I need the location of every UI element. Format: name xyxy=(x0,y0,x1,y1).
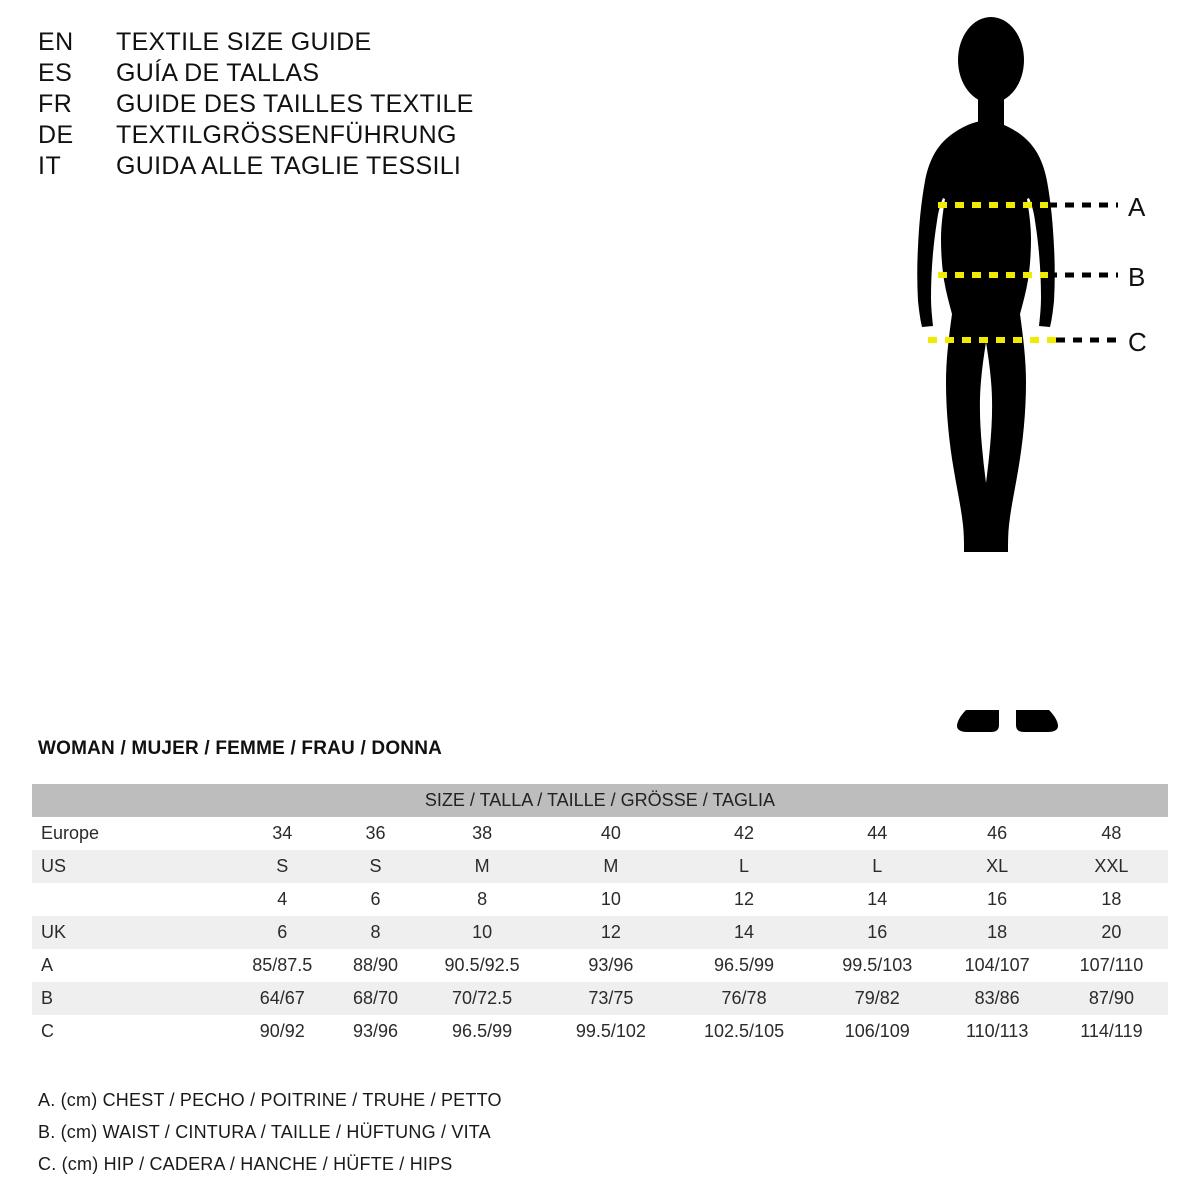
table-header-row xyxy=(32,784,1168,817)
footnote-b: B. (cm) WAIST / CINTURA / TAILLE / HÜFTUNG / VITA xyxy=(38,1122,491,1142)
cell: S xyxy=(336,850,416,883)
table-row xyxy=(32,883,1168,916)
cell: 87/90 xyxy=(1055,982,1168,1015)
title-block xyxy=(38,28,598,183)
cell: 44 xyxy=(815,817,939,850)
cell: S xyxy=(229,850,336,883)
cell: 8 xyxy=(415,883,548,916)
cell: 36 xyxy=(336,817,416,850)
cell: 18 xyxy=(1055,883,1168,916)
row-label-a: A xyxy=(32,949,229,982)
cell: 6 xyxy=(336,883,416,916)
cell: 96.5/99 xyxy=(415,1015,548,1048)
cell: 48 xyxy=(1055,817,1168,850)
figure-label-c: C xyxy=(1128,327,1147,357)
cell: M xyxy=(549,850,673,883)
cell: 34 xyxy=(229,817,336,850)
cell: 90/92 xyxy=(229,1015,336,1048)
title-row-fr xyxy=(38,90,598,119)
cell: 93/96 xyxy=(336,1015,416,1048)
cell: 104/107 xyxy=(939,949,1054,982)
cell: 83/86 xyxy=(939,982,1054,1015)
size-table xyxy=(32,784,1168,1048)
cell: 68/70 xyxy=(336,982,416,1015)
cell: 76/78 xyxy=(673,982,815,1015)
table-row xyxy=(32,817,1168,850)
cell: 14 xyxy=(673,916,815,949)
row-label-c: C xyxy=(32,1015,229,1048)
cell: 20 xyxy=(1055,916,1168,949)
title-lang-de: DE xyxy=(38,121,74,149)
row-label-b: B xyxy=(32,982,229,1015)
cell: 16 xyxy=(939,883,1054,916)
cell: 18 xyxy=(939,916,1054,949)
cell: 73/75 xyxy=(549,982,673,1015)
cell: 12 xyxy=(549,916,673,949)
cell: 70/72.5 xyxy=(415,982,548,1015)
table-row xyxy=(32,850,1168,883)
cell: 85/87.5 xyxy=(229,949,336,982)
title-row-es xyxy=(38,59,598,88)
footnote-a: A. (cm) CHEST / PECHO / POITRINE / TRUHE / PETTO xyxy=(38,1090,502,1110)
cell: 114/119 xyxy=(1055,1015,1168,1048)
figure-label-b: B xyxy=(1128,262,1146,292)
title-lang-en: EN xyxy=(38,28,74,56)
title-row-it xyxy=(38,152,598,181)
cell: 106/109 xyxy=(815,1015,939,1048)
row-label-us-numeric xyxy=(32,883,229,916)
section-heading-woman: WOMAN / MUJER / FEMME / FRAU / DONNA xyxy=(38,738,443,759)
cell: 46 xyxy=(939,817,1054,850)
title-lang-es: ES xyxy=(38,59,73,87)
footnote-c: C. (cm) HIP / CADERA / HANCHE / HÜFTE / HIPS xyxy=(38,1154,453,1174)
body-measurement-figure xyxy=(860,10,1190,750)
cell: XL xyxy=(939,850,1054,883)
row-label-us: US xyxy=(32,850,229,883)
table-header-label: SIZE / TALLA / TAILLE / GRÖSSE / TAGLIA xyxy=(32,784,1168,817)
figure-label-a: A xyxy=(1128,192,1146,222)
cell: 99.5/103 xyxy=(815,949,939,982)
cell: XXL xyxy=(1055,850,1168,883)
title-text-it: GUIDA ALLE TAGLIE TESSILI xyxy=(116,152,462,180)
title-lang-it: IT xyxy=(38,152,62,180)
cell: L xyxy=(815,850,939,883)
title-text-fr: GUIDE DES TAILLES TEXTILE xyxy=(116,90,474,118)
cell: 88/90 xyxy=(336,949,416,982)
cell: 6 xyxy=(229,916,336,949)
female-silhouette-icon xyxy=(917,17,1058,732)
cell: 96.5/99 xyxy=(673,949,815,982)
title-row-de xyxy=(38,121,598,150)
cell: M xyxy=(415,850,548,883)
cell: 40 xyxy=(549,817,673,850)
cell: 42 xyxy=(673,817,815,850)
table-row xyxy=(32,949,1168,982)
cell: 79/82 xyxy=(815,982,939,1015)
title-text-de: TEXTILGRÖSSENFÜHRUNG xyxy=(116,121,457,149)
cell: L xyxy=(673,850,815,883)
cell: 102.5/105 xyxy=(673,1015,815,1048)
cell: 107/110 xyxy=(1055,949,1168,982)
cell: 110/113 xyxy=(939,1015,1054,1048)
cell: 10 xyxy=(415,916,548,949)
footnotes xyxy=(38,1090,502,1186)
table-row xyxy=(32,1015,1168,1048)
table-row xyxy=(32,916,1168,949)
cell: 12 xyxy=(673,883,815,916)
title-row-en xyxy=(38,28,598,57)
title-lang-fr: FR xyxy=(38,90,73,118)
title-text-es: GUÍA DE TALLAS xyxy=(116,59,320,87)
cell: 8 xyxy=(336,916,416,949)
title-text-en: TEXTILE SIZE GUIDE xyxy=(116,28,372,56)
table-row xyxy=(32,982,1168,1015)
cell: 99.5/102 xyxy=(549,1015,673,1048)
cell: 64/67 xyxy=(229,982,336,1015)
row-label-europe: Europe xyxy=(32,817,229,850)
cell: 4 xyxy=(229,883,336,916)
cell: 16 xyxy=(815,916,939,949)
cell: 90.5/92.5 xyxy=(415,949,548,982)
row-label-uk: UK xyxy=(32,916,229,949)
cell: 10 xyxy=(549,883,673,916)
cell: 14 xyxy=(815,883,939,916)
cell: 93/96 xyxy=(549,949,673,982)
cell: 38 xyxy=(415,817,548,850)
